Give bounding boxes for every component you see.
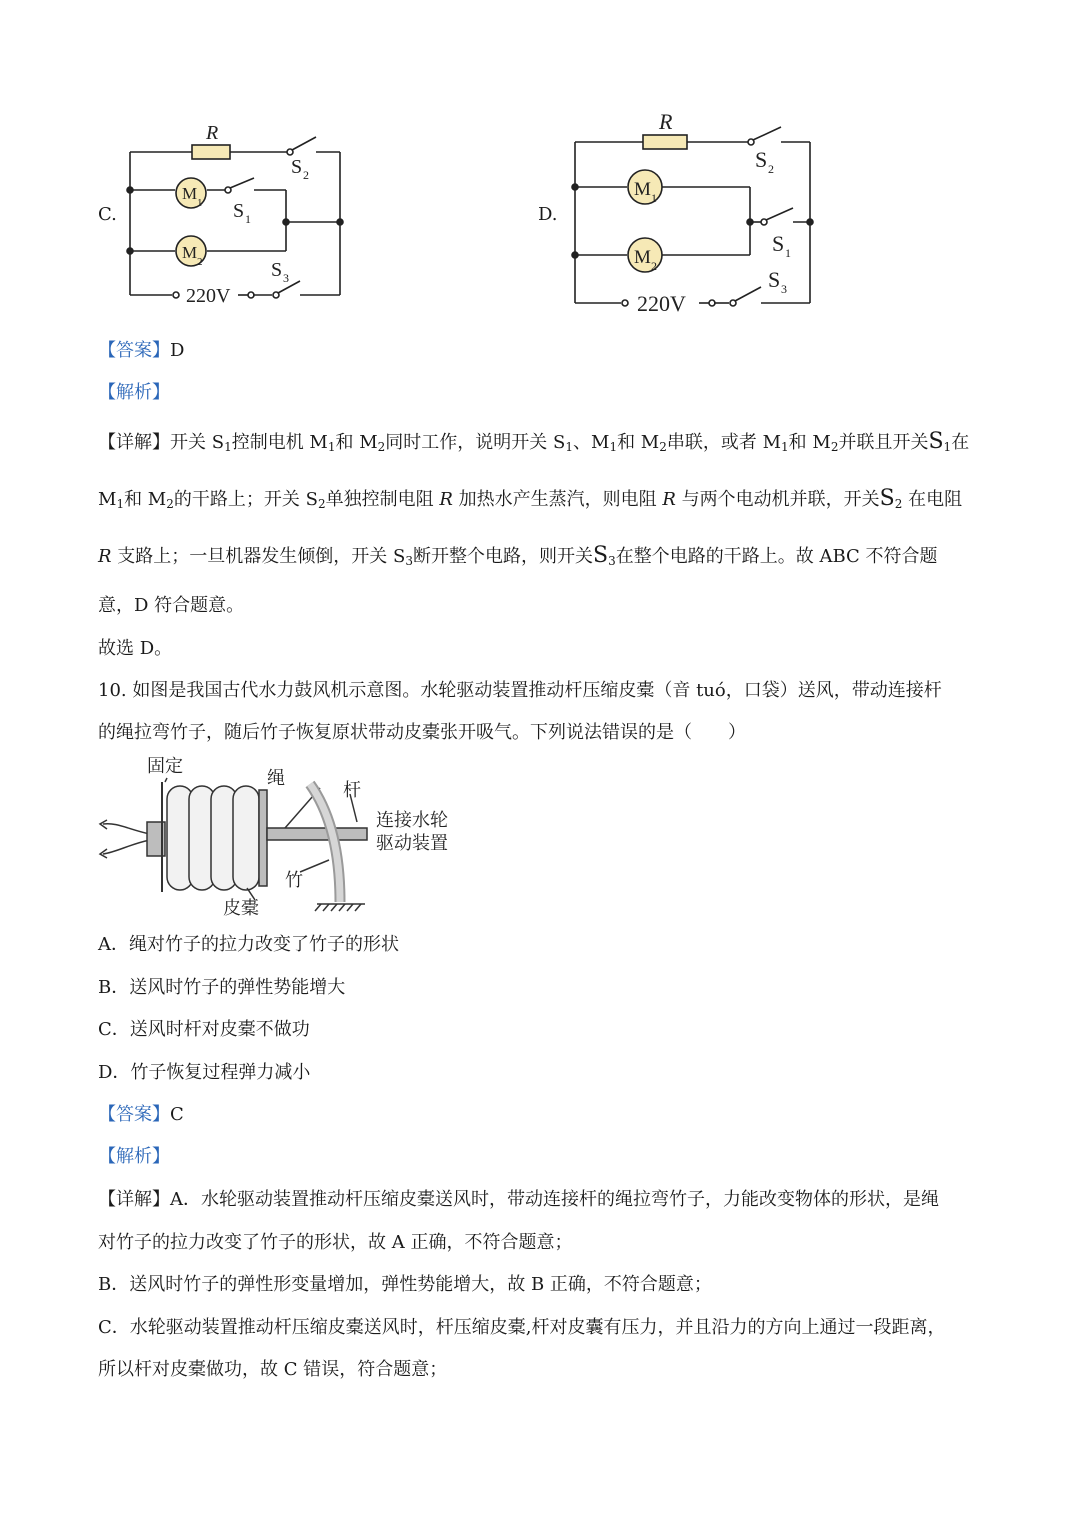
option-d: D．竹子恢复过程弹力减小: [98, 1062, 311, 1083]
q10-detail-line-2: 对竹子的拉力改变了竹子的形状，故 A 正确，不符合题意；: [98, 1232, 573, 1253]
detail-tag: 【详解】: [98, 432, 170, 453]
answer-tag: 【答案】: [98, 1104, 170, 1125]
resistor-label: R: [206, 122, 219, 144]
resistor-label: R: [659, 109, 673, 134]
q9-detail-line-3: R 支路上；一旦机器发生倾倒，开关 $S_3$断开整个电路，则开关$S_3$在整个电路的干路上。故 ABC 不符合题: [98, 543, 938, 568]
voltage-label: 220V: [186, 285, 231, 307]
analysis-tag: 【解析】: [98, 1146, 170, 1167]
q10-detail-line-3: B．送风时竹子的弹性形变量增加，弹性势能增大，故 B 正确，不符合题意；: [98, 1274, 712, 1295]
q9-detail-line-1: 【详解】开关 $S_1$控制电机 $M_1$和 $M_2$同时工作，说明开关 $S_1$、$M_1$和 $M_2$串联，或者 $M_1$和 $M_2$并联且开关$S_1$在: [98, 429, 970, 454]
option-b: B．送风时竹子的弹性势能增大: [98, 977, 346, 998]
q10-detail-line-1: 【详解】A．水轮驱动装置推动杆压缩皮橐送风时，带动连接杆的绳拉弯竹子，力能改变物体的形状，是绳: [98, 1189, 939, 1210]
circuit-diagram-c: [120, 115, 360, 310]
option-c-label: C.: [98, 204, 117, 225]
motor-m2-sub: 2: [651, 259, 657, 273]
switch-s3-label: S: [768, 267, 781, 292]
switch-s2-label: S: [291, 156, 303, 178]
label-bamboo: 竹: [285, 870, 303, 891]
switch-s3-sub: 3: [781, 282, 787, 296]
switch-s1-label: S: [772, 231, 785, 256]
label-rope: 绳: [267, 768, 285, 789]
label-bag: 皮橐: [223, 898, 259, 919]
motor-m2-label: M: [182, 243, 198, 262]
q10-stem-line-1: 10. 如图是我国古代水力鼓风机示意图。水轮驱动装置推动杆压缩皮橐（音 tuó，口袋）送风，带动连接杆: [98, 680, 942, 701]
option-d-label: D.: [538, 204, 558, 225]
switch-s1-label: S: [233, 200, 245, 222]
q9-answer: [98, 336, 184, 362]
answer-tag: 【答案】: [98, 340, 170, 361]
switch-s1-sub: 1: [785, 246, 791, 260]
switch-s3-label: S: [271, 259, 283, 281]
circuit-diagram-d: [565, 105, 825, 320]
voltage-label: 220V: [637, 291, 686, 316]
switch-s2-sub: 2: [303, 168, 309, 182]
q10-answer: [98, 1100, 184, 1126]
q10-analysis-heading: [98, 1142, 170, 1168]
q10-detail-line-4: C．水轮驱动装置推动杆压缩皮橐送风时，杆压缩皮橐,杆对皮囊有压力，并且沿力的方向上通过一段距离，: [98, 1317, 946, 1338]
motor-m1-sub: 1: [197, 197, 203, 209]
bellows-diagram: [95, 752, 465, 922]
option-a: A．绳对竹子的拉力改变了竹子的形状: [98, 934, 399, 955]
label-wheel-line1: 连接水轮: [376, 810, 448, 831]
option-c: C．送风时杆对皮橐不做功: [98, 1019, 310, 1040]
motor-m1-label: M: [634, 179, 651, 200]
answer-value: C: [170, 1104, 184, 1125]
motor-m1-label: M: [182, 184, 198, 203]
detail-tag: 【详解】: [98, 1189, 170, 1210]
switch-s1-sub: 1: [245, 212, 251, 226]
q9-conclusion: 故选 D。: [98, 638, 173, 659]
q9-detail-line-2: $M_1$和 $M_2$的干路上；开关 $S_2$单独控制电阻 R 加热水产生蒸汽，则电阻 R 与两个电动机并联，开关$S_2$ 在电阻: [98, 486, 963, 511]
analysis-tag: 【解析】: [98, 382, 170, 403]
motor-m2-label: M: [634, 247, 651, 268]
q10-stem-line-2: 的绳拉弯竹子，随后竹子恢复原状带动皮橐张开吸气。下列说法错误的是（ ）: [98, 722, 746, 743]
label-fixed: 固定: [147, 756, 183, 777]
q10-detail-line-5: 所以杆对皮橐做功，故 C 错误，符合题意；: [98, 1359, 448, 1380]
answer-value: D: [170, 340, 185, 361]
switch-s2-sub: 2: [768, 162, 774, 176]
switch-s2-label: S: [755, 147, 768, 172]
q9-analysis-heading: [98, 378, 170, 404]
motor-m2-sub: 2: [197, 256, 203, 268]
label-wheel-line2: 驱动装置: [376, 833, 448, 854]
motor-m1-sub: 1: [651, 191, 657, 205]
label-rod: 杆: [343, 780, 361, 801]
q9-detail-line-4: 意，D 符合题意。: [98, 595, 245, 616]
switch-s3-sub: 3: [283, 271, 289, 285]
